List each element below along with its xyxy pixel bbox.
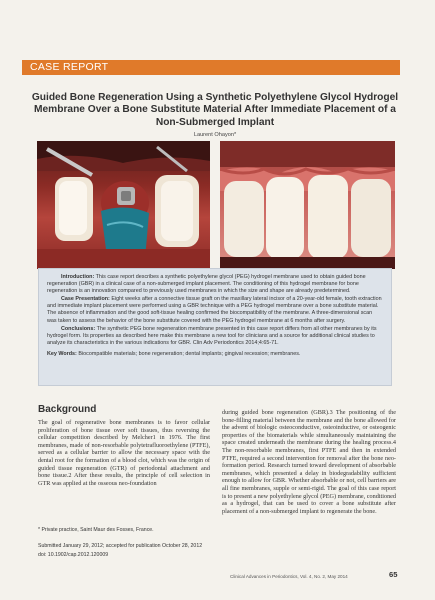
abstract-box: [38, 268, 392, 386]
author: Laurent Ohayon*: [193, 132, 237, 138]
keywords-label: Key Words:: [47, 350, 77, 357]
background-heading: Background: [38, 404, 97, 415]
abstract-case: Eight weeks after a connective tissue graft on the maxillary lateral incisor of a 20-year-old female, tooth extraction and immediate implant placement were performed using a GBR technique with a PEG hydrogel membrane over a bone substitute material. The absence of inflammation and the good soft-tissue healing confirmed the biocompatibility of the membrane. A three-dimensional scan was taken to assess the behavior of the bone substitute covered with the PEG hydrogel membrane at 6 months after surgery.: [47, 296, 382, 324]
clinical-photo-preop-image: [37, 141, 210, 269]
body-paragraph-right: during guided bone regeneration (GBR).3 The positioning of the bone-filling material between the membrane and the bone allowed for the advent of biologic osteoconductive, osteoinductive, or osteogenic properties of the biomaterials while simultaneously maintaining the space created underneath the membrane during the healing process.4 The non-resorbable membranes, first PTFE and then in extended PTFE, required a second intervention for removal after the bone neo-formation period. Research turned toward development of absorbable membranes, which presented a delay in biodegradability sufficient enough to allow for GBR. Whether absorbable or not, cell barriers are all fine membranes, supple or semi-rigid. The goal of this case report is to present a new polyethylene glycol (PEG) membrane, conditioned as a hydrogel, that can be used to cover a bone substitute after placement of a non-submerged implant to regenerate the bone.: [222, 409, 396, 515]
doi: doi: 10.1902/cap.2012.120009: [38, 552, 109, 558]
submission-dates: Submitted January 29, 2012; accepted for publication October 28, 2012: [38, 543, 203, 549]
affiliation-footnote: * Private practice, Saint Maur des Fosses, France.: [38, 527, 154, 533]
body-column-right: [222, 409, 396, 515]
clinical-photo-postop: [220, 141, 395, 269]
body-column-left: [38, 419, 210, 487]
article-title: Guided Bone Regeneration Using a Synthetic Polyethylene Glycol Hydrogel Membrane Over a Bone Substitute Material After Immediate Placement of a Non-Submerged Implant: [31, 92, 399, 128]
abstract-intro-label: Introduction:: [61, 274, 95, 280]
section-band-label: CASE REPORT: [30, 61, 109, 73]
journal-footer: Clinical Advances in Periodontics, Vol. 4, No. 2, May 2014: [230, 574, 348, 579]
section-band: [22, 60, 400, 75]
abstract-intro: This case report describes a synthetic polyethylene glycol (PEG) hydrogel membrane used to obtain guided bone regeneration (GBR) in a clinical case of a non-submerged implant placement. The conditioning of this hydrogel membrane for bone regeneration is an innovation compared to previously used membranes in which the size and shape are already predetermined.: [47, 274, 366, 295]
abstract-conclusions-label: Conclusions:: [61, 325, 96, 332]
abstract-conclusions: The synthetic PEG bone regeneration membrane presented in this case report differs from all other membranes by its hydrogel form. Its properties as described here make this membrane a new tool for clinicians and a source for additional clinical studies to analyze its characteristics in the various indications for GBR. Clin Adv Periodontics 2014;4:65-71.: [47, 325, 377, 346]
clinical-photo-preop: [37, 141, 210, 269]
body-paragraph-left: The goal of regenerative bone membranes is to favor cellular proliferation of bone tissue over soft tissues, thus reversing the cellular competition described by Melcher1 in 1976. The first membranes, made of non-resorbable polytetrafluoroethylene (PTFE), served as a cellular barrier to allow the necessary space with the dental root for the formation of a blood clot, which was the origin of guided tissue regeneration (GTR) of periodontal attachment and bone tissue.2 After these results, the principle of cell selection in GTR was applied at the osseous neo-foundation: [38, 419, 210, 487]
keywords: Biocompatible materials; bone regeneration; dental implants; gingival recession; membranes.: [78, 350, 301, 357]
abstract-case-label: Case Presentation:: [61, 296, 110, 303]
page-number: 65: [389, 570, 398, 579]
clinical-photo-postop-image: [220, 141, 395, 269]
